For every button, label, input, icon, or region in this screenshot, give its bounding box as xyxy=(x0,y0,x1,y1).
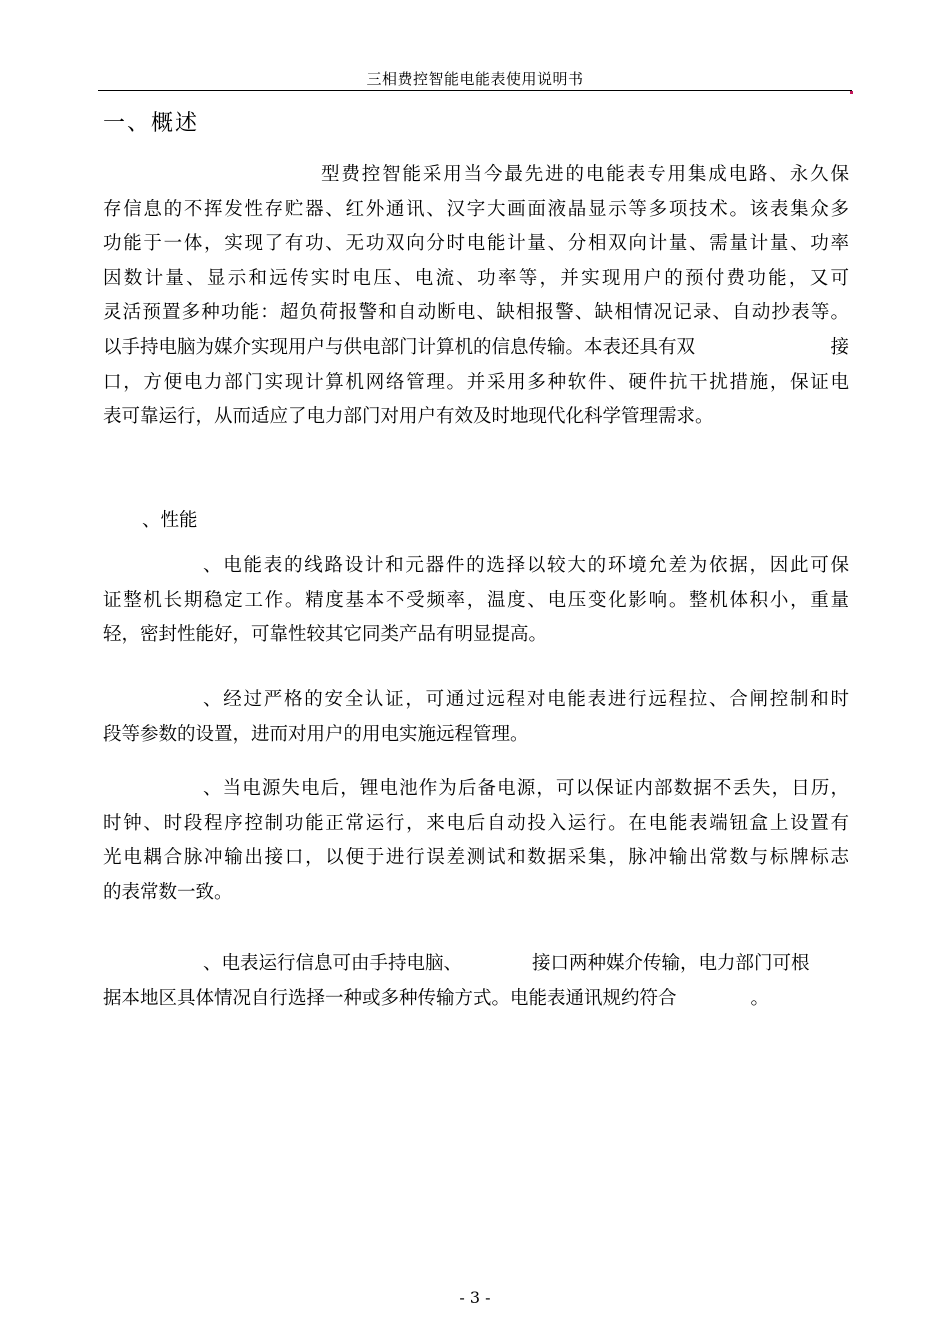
item-line-part: 接口两种媒介传输，电力部门可根 xyxy=(532,953,810,974)
overview-line: 功能于一体，实现了有功、无功双向分时电能计量、分相双向计量、需量计量、功率 xyxy=(103,233,849,255)
section-heading: 一、概述 xyxy=(103,111,200,136)
item-line: 、电能表的线路设计和元器件的选择以较大的环境允差为依据，因此可保 xyxy=(203,555,849,576)
page-number: - 3 - xyxy=(459,1288,491,1307)
item-line-part: 据本地区具体情况自行选择一种或多种传输方式。电能表通讯规约符合 xyxy=(103,987,677,1009)
overview-line: 口，方便电力部门实现计算机网络管理。并采用多种软件、硬件抗干扰措施，保证电 xyxy=(103,371,849,393)
performance-item-4 xyxy=(103,947,849,1016)
overview-line-part: 接 xyxy=(830,336,849,358)
item-line: 、经过严格的安全认证，可通过远程对电能表进行远程拉、合闸控制和时 xyxy=(203,689,849,710)
item-line: 的表常数一致。 xyxy=(103,881,233,903)
item-line: 时钟、时段程序控制功能正常运行，来电后自动投入运行。在电能表端钮盒上设置有 xyxy=(103,812,849,834)
item-line xyxy=(103,947,849,982)
performance-item-1 xyxy=(103,549,849,653)
overview-line: 型费控智能采用当今最先进的电能表专用集成电路、永久保 xyxy=(321,164,849,185)
header-corner-mark xyxy=(850,91,853,94)
item-line-part: 。 xyxy=(750,987,770,1009)
item-line xyxy=(103,982,849,1017)
performance-heading: 、性能 xyxy=(142,510,198,531)
overview-paragraph xyxy=(103,158,849,435)
item-line-part: 、电表运行信息可由手持电脑、 xyxy=(203,953,463,974)
item-line: 光电耦合脉冲输出接口，以便于进行误差测试和数据采集，脉冲输出常数与标牌标志 xyxy=(103,847,849,869)
performance-item-3 xyxy=(103,772,849,910)
header-title: 三相费控智能电能表使用说明书 xyxy=(366,70,584,88)
overview-line xyxy=(103,331,849,366)
item-line: 证整机长期稳定工作。精度基本不受频率，温度、电压变化影响。整机体积小，重量 xyxy=(103,589,849,611)
item-line: 、当电源失电后，锂电池作为后备电源，可以保证内部数据不丢失，日历， xyxy=(203,778,849,799)
item-line: 段等参数的设置，进而对用户的用电实施远程管理。 xyxy=(103,723,529,745)
overview-line: 存信息的不挥发性存贮器、红外通讯、汉字大画面液晶显示等多项技术。该表集众多 xyxy=(103,198,849,220)
item-line: 轻，密封性能好，可靠性较其它同类产品有明显提高。 xyxy=(103,624,548,646)
overview-line: 灵活预置多种功能：超负荷报警和自动断电、缺相报警、缺相情况记录、自动抄表等。 xyxy=(103,302,849,324)
overview-line-part: 以手持电脑为媒介实现用户与供电部门计算机的信息传输。本表还具有双 xyxy=(103,336,696,358)
page-header xyxy=(98,68,852,91)
overview-line: 因数计量、显示和远传实时电压、电流、功率等，并实现用户的预付费功能，又可 xyxy=(103,267,849,289)
performance-item-2 xyxy=(103,683,849,752)
overview-line: 表可靠运行，从而适应了电力部门对用户有效及时地现代化科学管理需求。 xyxy=(103,406,714,428)
